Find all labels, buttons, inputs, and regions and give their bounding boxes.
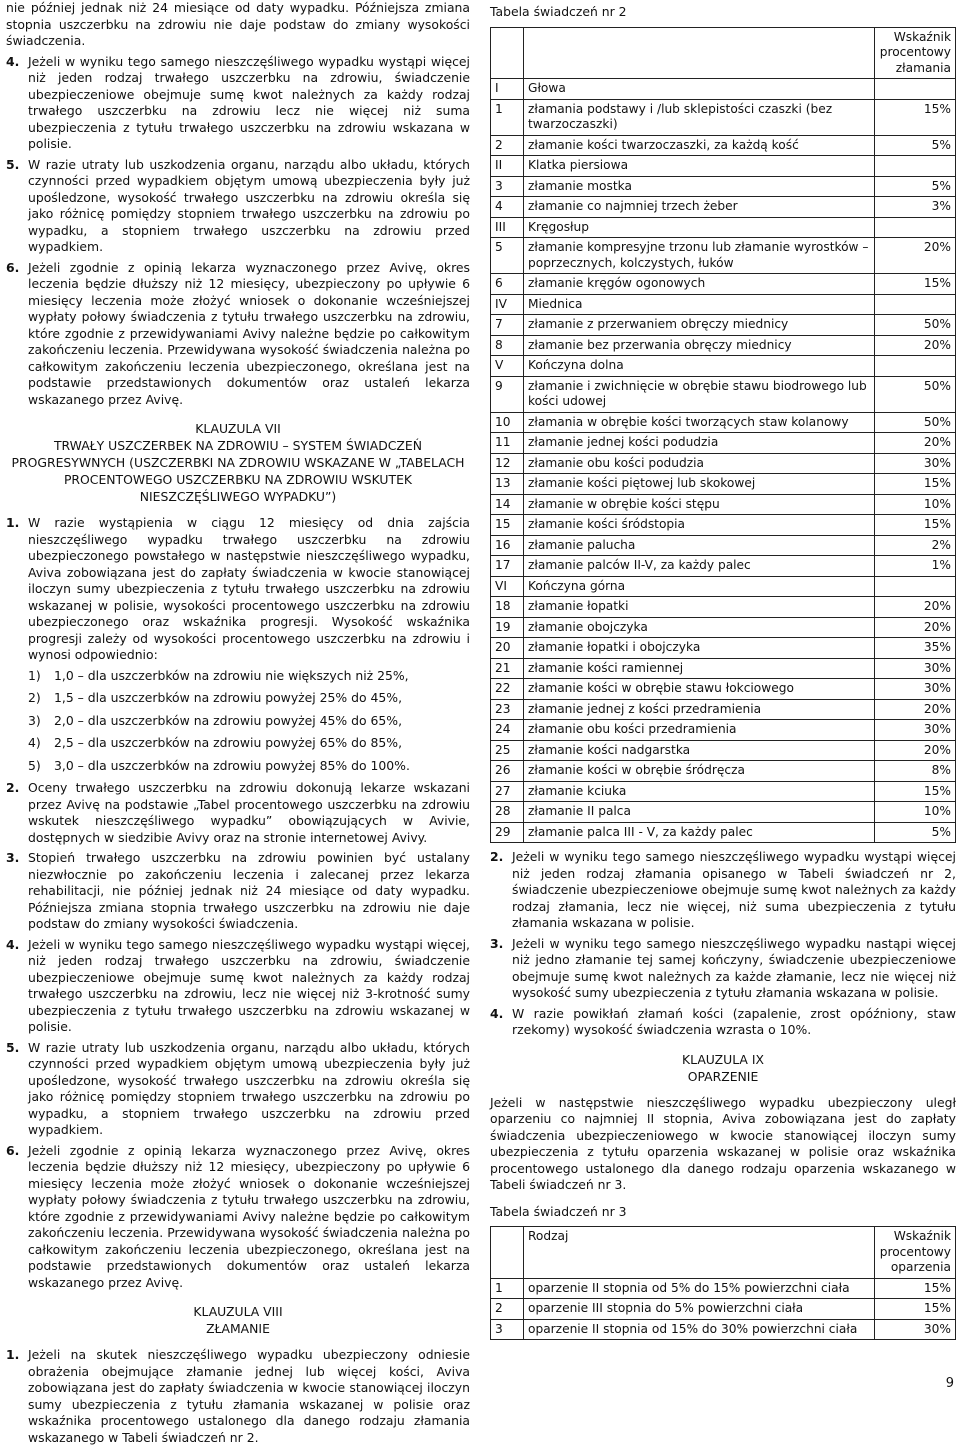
table-row [491,494,956,515]
table-cell-n: 23 [491,699,524,720]
progression-item: 4) 2,5 – dla uszczerbków na zdrowiu powyżej 65% do 85%, [28,735,403,750]
table-cell-pct: 10% [875,802,956,823]
table-cell-label: złamanie obojczyka [524,617,875,638]
table-cell-label: złamanie i zwichnięcie w obrębie stawu biodrowego lub kości udowej [524,376,875,412]
table-cell-pct: 30% [875,720,956,741]
table-row [491,433,956,454]
table-cell-pct: 20% [875,335,956,356]
table-cell-pct: 50% [875,412,956,433]
numbered-item: 6. Jeżeli zgodnie z opinią lekarza wyznaczonego przez Avivę, okres leczenia będzie dłuższy niż 12 miesięcy, ubezpieczony po upływie 6 miesięcy leczenia może złożyć wniosek o dokonanie wcześniejszej wypłaty połowy świadczenia z tytułu trwałego uszczerbku na zdrowiu, które zgodnie z przewidywaniami Avivy należne będzie po całkowitym zakończeniu leczenia. Przewidywana wysokość świadczenia należna po całkowitym zakończeniu leczenia ubezpieczonego, określana jest na podstawie przedstawionych dokumentów oraz ustaleń lekarza wskazanego przez Avivę. [6,259,470,407]
table-cell-label: złamanie palców II-V, za każdy palec [524,556,875,577]
table-cell-n: V [491,356,524,377]
table-cell-n: 9 [491,376,524,412]
table-cell-n: 2 [491,1299,524,1320]
table-section-row [491,156,956,177]
table-cell-n: 20 [491,638,524,659]
table-row [491,376,956,412]
table-cell-pct: 20% [875,238,956,274]
table-cell-label: złamanie mostka [524,176,875,197]
table-cell-pct: 35% [875,638,956,659]
left-column [6,0,470,1450]
progression-item: 5) 3,0 – dla uszczerbków na zdrowiu powyżej 85% do 100%. [28,757,410,773]
progression-item: 3) 2,0 – dla uszczerbków na zdrowiu powyżej 45% do 65%, [28,712,403,728]
table-cell-label: złamanie kości piętowej lub skokowej [524,474,875,495]
table-row [491,1299,956,1320]
table3-header-pct: Wskaźnik procentowy oparzenia [875,1227,956,1279]
table-cell-label: złamania w obrębie kości tworzących staw kolanowy [524,412,875,433]
table-row [491,761,956,782]
table-row [491,720,956,741]
progression-item: 2) 1,5 – dla uszczerbków na zdrowiu powyżej 25% do 45%, [28,690,403,705]
table-cell-n: 15 [491,515,524,536]
table-row [491,781,956,802]
table-row [491,597,956,618]
table-cell-label: Miednica [524,294,875,315]
table-cell-n: II [491,156,524,177]
table-cell-label: złamania podstawy i /lub sklepistości czaszki (bez twarzoczaszki) [524,99,875,135]
table-cell-pct: 3% [875,197,956,218]
numbered-item: 4. Jeżeli w wyniku tego samego nieszczęśliwego wypadku wystąpi więcej, niż jeden rodzaj trwałego uszczerbku na zdrowiu, świadczenie ubezpieczeniowe obejmuje sumę kwot należnych za każdy rodzaj trwałego uszczerbku na zdrowiu, lecz nie więcej niż 3-krotność sumy ubezpieczenia z tytułu trwałego uszczerbku na zdrowiu wskazanej w polisie. [6,936,470,1034]
table-cell-n: 7 [491,315,524,336]
clause-ix-paragraph: Jeżeli w następstwie nieszczęśliwego wypadku ubezpieczony uległ oparzeniu co najmniej II stopnia, Aviva zobowiązana jest do zapłaty świadczenia ubezpieczeniowego w kwocie stanowiącej iloczyn sumy ubezpieczenia z tytułu oparzenia wskazanej w polisie oraz wskaźnika procentowego ustalonego dla danego rodzaju oparzenia wskazanego w Tabeli świadczeń nr 3. [490,1094,956,1192]
right-column [490,0,956,1340]
table-row [491,99,956,135]
clause-ix-subtitle: OPARZENIE [687,1068,759,1084]
table-cell-n: VI [491,576,524,597]
table-row [491,699,956,720]
clause-vii-title: KLAUZULA VII [195,421,281,436]
benefit-table-3 [490,1226,956,1340]
table-section-row [491,79,956,100]
table-cell-label: złamanie łopatki [524,597,875,618]
table-cell-label: złamanie kompresyjne trzonu lub złamanie wyrostków – poprzecznych, kolczystych, łuków [524,238,875,274]
numbered-item: 5. W razie utraty lub uszkodzenia organu, narządu albo układu, których czynności przed wypadkiem objętym umową ubezpieczenia były już upośledzone, wysokość trwałego uszczerbku na zdrowiu określa się jako różnicę pomiędzy stopniem trwałego uszczerbku na zdrowiu po wypadku, a stopniem trwałego uszczerbku na zdrowiu przed wypadkiem. [6,1039,470,1137]
table-cell-pct: 15% [875,474,956,495]
table-cell-n: 3 [491,1319,524,1340]
table-cell-label: złamanie obu kości przedramienia [524,720,875,741]
table-row [491,135,956,156]
table-cell-n: 28 [491,802,524,823]
table-cell-pct: 5% [875,822,956,843]
table-cell-pct: 30% [875,679,956,700]
table-cell-label: złamanie bez przerwania obręczy miednicy [524,335,875,356]
table-cell-n: 21 [491,658,524,679]
table-row [491,176,956,197]
clause-vii-item-1: 1. W razie wystąpienia w ciągu 12 miesięcy od dnia zajścia nieszczęśliwego wypadku trwałego uszczerbku na zdrowiu ubezpieczonego powstałego w następstwie nieszczęśliwego wypadku, Aviva zobowiązana jest do zapłaty świadczenia w kwocie stanowiącej iloczyn sumy ubezpieczenia z tytułu trwałego uszczerbku na zdrowiu wskazanej w polisie, wysokości procentowego uszczerbku na zdrowiu ubezpieczonego oraz wskaźnika progresji. Wysokość wskaźnika progresji zależy od wysokości procentowego uszczerbku na zdrowiu i wynosi odpowiednio: [6,515,470,662]
numbered-item: 2. Oceny trwałego uszczerbku na zdrowiu dokonują lekarze wskazani przez Avivę na podstawie „Tabel procentowego uszczerbku na zdrowiu wskutek nieszczęśliwego wypadku” obowiązujących w Avivie, dostępnych w siedzibie Avivy oraz na stronie internetowej Avivy. [6,780,470,845]
table-cell-label: oparzenie II stopnia od 5% do 15% powierzchni ciała [524,1278,875,1299]
table-cell-n: 1 [491,1278,524,1299]
heading-clause-viii [6,1303,470,1337]
table-cell-n: 29 [491,822,524,843]
table-cell-pct: 20% [875,433,956,454]
items-a [6,54,470,409]
table3-header-label: Rodzaj [524,1227,875,1279]
table-cell-n: 19 [491,617,524,638]
numbered-item: 4. W razie powikłań złamań kości (zapalenie, zrost opóźniony, staw rzekomy) wysokość świadczenia wzrasta o 10%. [490,1005,956,1037]
table-cell-label: złamanie II palca [524,802,875,823]
table-cell-label: złamanie palucha [524,535,875,556]
table-cell-pct [875,217,956,238]
table-cell-pct: 20% [875,597,956,618]
table-cell-n: 3 [491,176,524,197]
table-cell-pct: 8% [875,761,956,782]
table-cell-pct [875,79,956,100]
table-cell-pct: 50% [875,315,956,336]
table-row [491,474,956,495]
table-row [491,274,956,295]
table-cell-n: 17 [491,556,524,577]
table-cell-pct [875,156,956,177]
table-row [491,556,956,577]
table-cell-n: 25 [491,740,524,761]
table-cell-n: 8 [491,335,524,356]
table-cell-n: 1 [491,99,524,135]
table-cell-n: 14 [491,494,524,515]
table-cell-n: 5 [491,238,524,274]
table-cell-n: 10 [491,412,524,433]
table-cell-pct: 30% [875,658,956,679]
table-cell-n: 11 [491,433,524,454]
table-cell-n: 6 [491,274,524,295]
table-cell-label: złamanie z przerwaniem obręczy miednicy [524,315,875,336]
table-cell-label: Kończyna dolna [524,356,875,377]
table3-title: Tabela świadczeń nr 3 [490,1203,627,1219]
page-number: 9 [945,1375,954,1391]
table-cell-pct [875,576,956,597]
table-section-row [491,576,956,597]
numbered-item: 2. Jeżeli w wyniku tego samego nieszczęśliwego wypadku wystąpi więcej niż jeden rodzaj złamania opisanego w Tabeli świadczeń nr 2, świadczenie ubezpieczeniowe obejmuje sumę kwot należnych za każdy rodzaj złamania, lecz nie więcej, niż suma ubezpieczenia z tytułu złamania wskazana w polisie. [490,849,956,930]
table-row [491,197,956,218]
table-cell-pct: 30% [875,453,956,474]
numbered-item: 3. Jeżeli w wyniku tego samego nieszczęśliwego wypadku nastąpi więcej niż jedno złamanie tej samej kończyny, świadczenie ubezpieczeniowe obejmuje sumę kwot należnych za każde złamanie, lecz nie więcej niż wysokość sumy ubezpieczenia z tytułu złamania wskazana w polisie. [490,935,956,1000]
table3-header-row [491,1227,956,1279]
table-cell-pct: 15% [875,99,956,135]
table-cell-label: Kręgosłup [524,217,875,238]
table-cell-label: złamanie kości ramiennej [524,658,875,679]
table-cell-label: złamanie w obrębie kości stępu [524,494,875,515]
clause-viii-title: KLAUZULA VIII [193,1304,283,1319]
table-cell-pct: 5% [875,176,956,197]
table-cell-pct: 20% [875,740,956,761]
clause-vii-subtitle: TRWAŁY USZCZERBEK NA ZDROWIU – SYSTEM ŚWIADCZEŃ PROGRESYWNYCH (USZCZERBKI NA ZDROWIU WSKAZANE W „TABELACH PROCENTOWEGO USZCZERBKU NA ZDROWIU WSKUTEK NIESZCZĘŚLIWEGO WYPADKU”) [11,438,465,504]
table-cell-label: złamanie łopatki i obojczyka [524,638,875,659]
table-cell-n: IV [491,294,524,315]
numbered-item: 5. W razie utraty lub uszkodzenia organu, narządu albo układu, których czynności przed wypadkiem objętym umową ubezpieczenia były już upośledzone, wysokość trwałego uszczerbku na zdrowiu określa się jako różnicę pomiędzy stopniem trwałego uszczerbku na zdrowiu po wypadku, a stopniem trwałego uszczerbku na zdrowiu przed wypadkiem. [6,156,470,254]
heading-clause-ix [490,1051,956,1085]
numbered-item: 6. Jeżeli zgodnie z opinią lekarza wyznaczonego przez Avivę, okres leczenia będzie dłuższy niż 12 miesięcy, ubezpieczony po upływie 6 miesięcy leczenia może złożyć wniosek o dokonanie wcześniejszej wypłaty połowy świadczenia z tytułu trwałego uszczerbku na zdrowiu, które zgodnie z przewidywaniami Avivy należne będzie po całkowitym zakończeniu leczenia. Przewidywana wysokość świadczenia należna po całkowitym zakończeniu leczenia ubezpieczonego, określana jest na podstawie przedstawionych dokumentów oraz ustaleń lekarza wskazanego przez Avivę. [6,1142,470,1290]
table-cell-pct: 15% [875,781,956,802]
items-c [490,849,956,1039]
numbered-item: 3. Stopień trwałego uszczerbku na zdrowiu powinien być ustalany niezwłocznie po zakończeniu leczenia i zalecanej przez lekarza rehabilitacji, nie później jednak niż 24 miesiące od daty wypadku. Późniejsza zmiana stopnia trwałego uszczerbku na zdrowiu nie daje podstaw do zmiany wysokości świadczenia. [6,850,470,931]
table-cell-n: 4 [491,197,524,218]
table-cell-pct: 30% [875,1319,956,1340]
table-row [491,238,956,274]
table-section-row [491,356,956,377]
table-cell-label: złamanie obu kości podudzia [524,453,875,474]
table-cell-pct: 20% [875,699,956,720]
table-row [491,638,956,659]
table-cell-n: 13 [491,474,524,495]
table-cell-label: Klatka piersiowa [524,156,875,177]
table-cell-n: 16 [491,535,524,556]
table-cell-label: złamanie jednej kości podudzia [524,433,875,454]
table-cell-n: 27 [491,781,524,802]
table-row [491,679,956,700]
table-cell-n: 24 [491,720,524,741]
table2-header-row [491,27,956,79]
table-cell-n: 22 [491,679,524,700]
table-cell-label: oparzenie III stopnia do 5% powierzchni ciała [524,1299,875,1320]
table-row [491,658,956,679]
table-cell-label: Kończyna górna [524,576,875,597]
table-cell-label: złamanie co najmniej trzech żeber [524,197,875,218]
items-b [6,780,470,1291]
table-row [491,315,956,336]
table-row [491,535,956,556]
table-row [491,515,956,536]
table-row [491,1278,956,1299]
table-cell-label: złamanie kości w obrębie śródręcza [524,761,875,782]
table-cell-pct [875,294,956,315]
table2-header-pct: Wskaźnik procentowy złamania [875,27,956,79]
progression-list [6,668,470,775]
table-cell-label: złamanie kręgów ogonowych [524,274,875,295]
table-cell-label: oparzenie II stopnia od 15% do 30% powierzchni ciała [524,1319,875,1340]
top-paragraph: nie później jednak niż 24 miesiące od daty wypadku. Późniejsza zmiana stopnia uszczerbku na zdrowiu nie daje podstaw do zmiany wysokości świadczenia. [6,0,470,48]
table-section-row [491,217,956,238]
table-cell-pct: 15% [875,1299,956,1320]
table-row [491,335,956,356]
table-cell-pct: 15% [875,515,956,536]
table-cell-label: złamanie kości śródstopia [524,515,875,536]
progression-item: 1) 1,0 – dla uszczerbków na zdrowiu nie większych niż 25%, [28,667,409,683]
table-cell-n: I [491,79,524,100]
table-section-row [491,294,956,315]
table-cell-pct: 1% [875,556,956,577]
table-cell-n: 26 [491,761,524,782]
table-cell-pct: 5% [875,135,956,156]
numbered-item: 4. Jeżeli w wyniku tego samego nieszczęśliwego wypadku wystąpi więcej niż jeden rodzaj trwałego uszczerbku na zdrowiu, świadczenie ubezpieczeniowe obejmuje sumę kwot należnych za każdy rodzaj trwałego uszczerbku na zdrowiu lecz nie więcej niż suma ubezpieczenia z tytułu trwałego uszczerbku na zdrowiu wskazana w polisie. [6,53,470,151]
clause-viii-subtitle: ZŁAMANIE [206,1321,270,1336]
table-cell-label: Głowa [524,79,875,100]
table-row [491,822,956,843]
table-row [491,802,956,823]
table-cell-pct: 15% [875,1278,956,1299]
clause-ix-title: KLAUZULA IX [682,1051,764,1067]
table-cell-n: III [491,217,524,238]
table-cell-label: złamanie palca III - V, za każdy palec [524,822,875,843]
table-cell-label: złamanie kości nadgarstka [524,740,875,761]
table-cell-pct: 10% [875,494,956,515]
table-cell-n: 2 [491,135,524,156]
heading-clause-vii [6,420,470,505]
table2-title: Tabela świadczeń nr 2 [490,4,627,19]
table-row [491,453,956,474]
table-cell-pct: 20% [875,617,956,638]
table-cell-pct: 50% [875,376,956,412]
table-row [491,617,956,638]
table-cell-pct: 2% [875,535,956,556]
benefit-table-2 [490,27,956,844]
table-row [491,412,956,433]
table-cell-label: złamanie jednej z kości przedramienia [524,699,875,720]
table-cell-label: złamanie kości w obrębie stawu łokciowego [524,679,875,700]
table-row [491,1319,956,1340]
table-cell-pct: 15% [875,274,956,295]
table-cell-n: 12 [491,453,524,474]
table-cell-pct [875,356,956,377]
table-cell-label: złamanie kciuka [524,781,875,802]
clause-viii-item-1: 1. Jeżeli na skutek nieszczęśliwego wypadku ubezpieczony odniesie obrażenia obejmujące złamanie jednej lub więcej kości, Aviva zobowiązana jest do zapłaty świadczenia w kwocie stanowiącej iloczyn sumy ubezpieczenia z tytułu złamania wskazanej w polisie oraz wskaźnika procentowego ustalonego dla danego rodzaju złamania wskazanego w Tabeli świadczeń nr 2. [6,1347,470,1445]
table-row [491,740,956,761]
table-cell-n: 18 [491,597,524,618]
table-cell-label: złamanie kości twarzoczaszki, za każdą kość [524,135,875,156]
